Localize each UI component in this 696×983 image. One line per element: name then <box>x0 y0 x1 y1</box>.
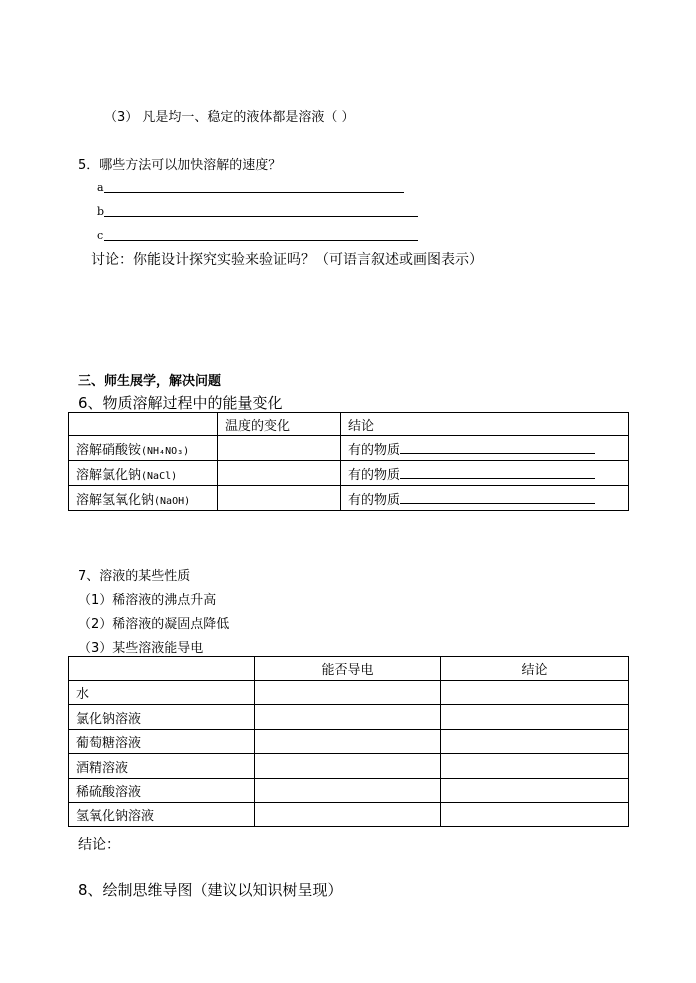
property-item-1: （1）稀溶液的沸点升高 <box>78 593 217 608</box>
conclusion-cell[interactable] <box>441 681 629 705</box>
option-c-blank[interactable] <box>104 240 418 241</box>
table-row <box>69 461 629 486</box>
conclusion-cell[interactable] <box>341 486 629 511</box>
conclusion-cell[interactable] <box>441 730 629 754</box>
option-b-blank[interactable] <box>104 216 418 217</box>
conclusion-cell[interactable] <box>341 461 629 486</box>
table-header-row <box>69 657 629 681</box>
question-8-title: 8、绘制思维导图（建议以知识树呈现） <box>78 881 343 899</box>
substance-cell <box>69 486 218 511</box>
table-row <box>69 681 629 705</box>
conclusion-cell[interactable] <box>441 803 629 827</box>
table-row <box>69 779 629 803</box>
solution-cell: 水 <box>69 681 255 705</box>
conclusion-cell[interactable] <box>441 754 629 779</box>
table-row <box>69 730 629 754</box>
conclusion-text: 有的物质 <box>348 442 401 458</box>
header-cell <box>69 413 218 436</box>
conductivity-cell[interactable] <box>255 754 441 779</box>
conductivity-cell[interactable] <box>255 779 441 803</box>
option-a-label: a <box>97 181 104 194</box>
energy-change-table <box>68 412 629 511</box>
conductivity-cell[interactable] <box>255 803 441 827</box>
table-row <box>69 803 629 827</box>
question-6-title: 6、物质溶解过程中的能量变化 <box>78 394 283 412</box>
conclusion-blank[interactable] <box>400 493 595 504</box>
header-cell: 温度的变化 <box>218 413 341 436</box>
table-row <box>69 754 629 779</box>
property-item-3: （3）某些溶液能导电 <box>78 641 204 656</box>
conductivity-table <box>68 656 629 827</box>
conductivity-cell[interactable] <box>255 730 441 754</box>
substance-cell <box>69 436 218 461</box>
table-row <box>69 436 629 461</box>
table-header-row <box>69 413 629 436</box>
substance-cell <box>69 461 218 486</box>
header-cell: 结论 <box>341 413 629 436</box>
option-b-label: b <box>97 205 105 218</box>
solution-cell: 酒精溶液 <box>69 754 255 779</box>
substance-formula: (NaOH) <box>154 495 191 507</box>
substance-name: 溶解硝酸铵 <box>76 442 142 458</box>
temperature-cell[interactable] <box>218 461 341 486</box>
section-heading: 三、师生展学，解决问题 <box>78 374 222 389</box>
conclusion-text: 有的物质 <box>348 492 401 508</box>
substance-name: 溶解氯化钠 <box>76 467 142 483</box>
statement-3: （3） 凡是均一、稳定的液体都是溶液（ ） <box>104 110 355 125</box>
substance-formula: (NH₄NO₃) <box>141 445 190 457</box>
discussion-prompt: 讨论：你能设计探究实验来验证吗？（可语言叙述或画图表示） <box>91 252 483 268</box>
solution-cell: 稀硫酸溶液 <box>69 779 255 803</box>
solution-cell: 氯化钠溶液 <box>69 705 255 730</box>
temperature-cell[interactable] <box>218 436 341 461</box>
conclusion-blank[interactable] <box>400 468 595 479</box>
conclusion-cell[interactable] <box>441 779 629 803</box>
header-cell <box>69 657 255 681</box>
question-5-title: 5．哪些方法可以加快溶解的速度？ <box>78 158 282 173</box>
solution-cell: 氢氧化钠溶液 <box>69 803 255 827</box>
conclusion-cell[interactable] <box>441 705 629 730</box>
option-c-label: c <box>97 229 104 242</box>
conductivity-cell[interactable] <box>255 705 441 730</box>
conclusion-label: 结论： <box>78 837 120 853</box>
option-a-blank[interactable] <box>104 192 404 193</box>
substance-name: 溶解氢氧化钠 <box>76 492 155 508</box>
conclusion-cell[interactable] <box>341 436 629 461</box>
substance-formula: (NaCl) <box>141 470 178 482</box>
header-cell: 结论 <box>441 657 629 681</box>
table-row <box>69 486 629 511</box>
question-7-title: 7、溶液的某些性质 <box>78 569 191 584</box>
header-cell: 能否导电 <box>255 657 441 681</box>
conductivity-cell[interactable] <box>255 681 441 705</box>
temperature-cell[interactable] <box>218 486 341 511</box>
conclusion-blank[interactable] <box>400 443 595 454</box>
property-item-2: （2）稀溶液的凝固点降低 <box>78 617 230 632</box>
conclusion-text: 有的物质 <box>348 467 401 483</box>
solution-cell: 葡萄糖溶液 <box>69 730 255 754</box>
table-row <box>69 705 629 730</box>
